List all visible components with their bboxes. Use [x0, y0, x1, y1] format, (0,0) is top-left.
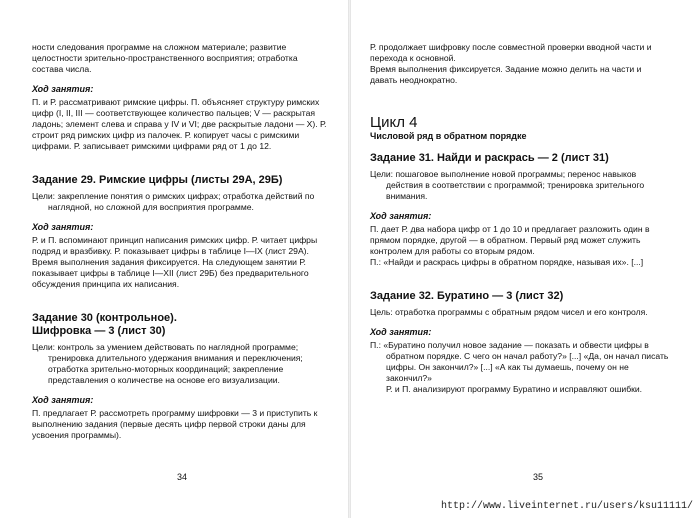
- course-heading: Ход занятия:: [32, 395, 94, 405]
- task-30-title-line1: Задание 30 (контрольное).: [32, 312, 177, 324]
- task-29-title: Задание 29. Римские цифры (листы 29А, 29Б): [32, 174, 283, 186]
- course-heading: Ход занятия:: [32, 84, 94, 94]
- right-page: [350, 0, 699, 518]
- task-32-title: Задание 32. Буратино — 3 (лист 32): [370, 290, 564, 302]
- course-quote: П.: «Найди и раскрась цифры в обратном порядке, называя их». [...]: [370, 257, 644, 267]
- course-text: П. и Р. рассматривают римские цифры. П. объясняет структуру римских цифр (I, II, III — соответствующее количество пальцев; V — раскрытая ладонь; элемент слева и справа у IV и VI; две раскрытые ладони — X). Р. строит ряд римских цифр из палочек. Р. копирует часы с римскими цифрами. Р. записывает римскими цифрами ряд от 1 до 12.: [32, 97, 327, 151]
- course-text: Р. и П. анализируют программу Буратино и исправляют ошибки.: [386, 384, 643, 394]
- task-30-title-line2: Шифровка — 3 (лист 30): [32, 325, 166, 337]
- course-heading: Ход занятия:: [370, 327, 432, 337]
- page-number: 35: [533, 472, 544, 482]
- course-text: Р. и П. вспоминают принцип написания римских цифр. Р. читает цифры подряд и вразбивку. Р. показывает цифры в таблице I—IX (лист 29А).: [32, 235, 318, 256]
- task-31-title: Задание 31. Найди и раскрась — 2 (лист 31): [370, 152, 609, 164]
- cycle-subtitle: Числовой ряд в обратном порядке: [370, 131, 527, 141]
- course-heading: Ход занятия:: [32, 222, 94, 232]
- task-29-goals: Цели: закрепление понятия о римских цифрах; отработка действий по наглядной, но сложной для восприятия программе.: [32, 191, 315, 212]
- course-quote: П.: «Буратино получил новое задание — показать и обвести цифры в обратном порядке. С чего он начал работу?» [...] «Да, он начал писать цифры. Он закончил?» [...] «А как ты думаешь, почему он не закончил?»: [370, 340, 669, 383]
- course-text: Время выполнения задания фиксируется. На следующем занятии Р. показывает цифры в таблице I—XII (лист 29Б) без предварительного обсуждения принципа их написания.: [32, 257, 309, 289]
- course-text: П. предлагает Р. рассмотреть программу шифровки — 3 и приступить к выполнению задания (первые десять цифр первой строки даны для усвоения программы).: [32, 408, 318, 440]
- left-intro: ности следования программе на сложном материале; развитие целостности зрительно-пространственного восприятия; отработка состава числа.: [32, 42, 298, 74]
- page-number: 34: [177, 472, 188, 482]
- right-intro: Р. продолжает шифровку после совместной проверки вводной части и перехода к основной.: [370, 42, 652, 63]
- course-heading: Ход занятия:: [370, 211, 432, 221]
- cycle-title: Цикл 4: [370, 114, 418, 131]
- task-31-goals: Цели: пошаговое выполнение новой программы; перенос навыков действия в соответствии с программой; тренировка зрительного внимания.: [370, 169, 645, 201]
- task-32-goals: Цель: отработка программы с обратным рядом чисел и его контроля.: [370, 307, 648, 317]
- watermark-url: http://www.liveinternet.ru/users/ksu11111/: [440, 501, 693, 512]
- task-30-goals: Цели: контроль за умением действовать по наглядной программе; тренировка длительного удержания внимания и переключения; отработка зрительно-моторных координаций; закрепление представления о количестве на основе его визуализации.: [32, 342, 303, 385]
- right-intro: Время выполнения фиксируется. Задание можно делить на части и давать неоднократно.: [370, 64, 642, 85]
- course-text: П. дает Р. два набора цифр от 1 до 10 и предлагает разложить один в прямом порядке, другой — в обратном. Первый ряд может служить контролем для работы со вторым рядом.: [370, 224, 650, 256]
